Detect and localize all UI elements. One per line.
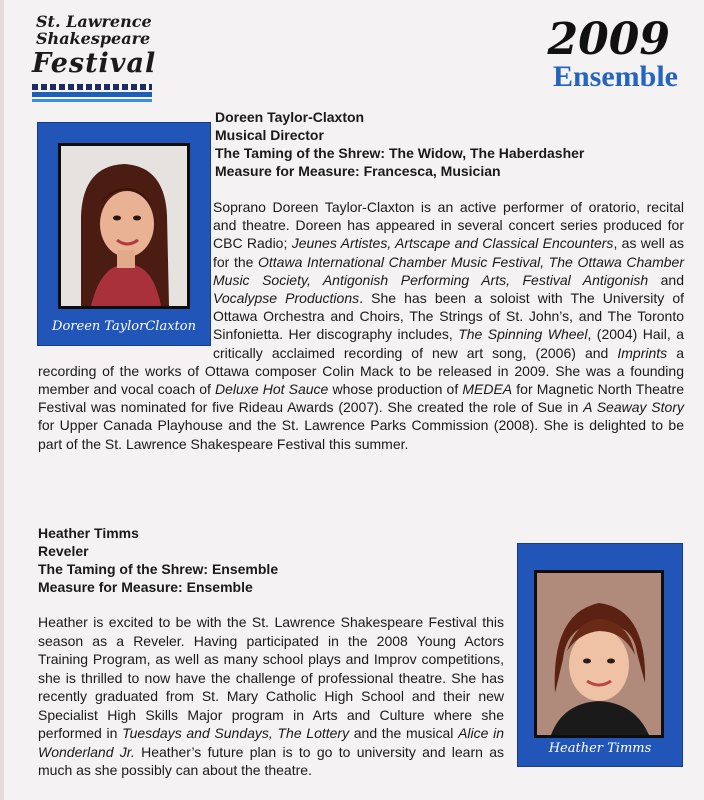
page-year: 2009	[547, 14, 670, 65]
bio-italic-title: The Spinning Wheel	[458, 326, 588, 343]
logo-water-band-2	[32, 99, 152, 102]
bio-name: Doreen Taylor-Claxton	[215, 109, 365, 125]
bio-credit: Measure for Measure: Ensemble	[38, 579, 253, 595]
bio-credit: The Taming of the Shrew: Ensemble	[38, 561, 279, 577]
photo-wrap-space	[38, 198, 213, 346]
bio-text-run: , as well as for the	[213, 235, 684, 270]
bio-role: Reveler	[38, 543, 89, 559]
portrait-photo-heather	[534, 570, 664, 738]
logo-water-band	[32, 92, 152, 97]
bio-text-run: whose production of	[328, 381, 463, 398]
bio-text-doreen	[38, 198, 684, 453]
logo-line-1: St. Lawrence	[36, 12, 152, 31]
page-section-title: Ensemble	[552, 60, 678, 93]
bio-text-run: for Magnetic North Theatre Festival was nominated for five Rideau Awards (2007). She created the role of Sue in	[38, 381, 685, 416]
logo-line-3: Festival	[32, 48, 157, 79]
bio-italic-title: Vocalypse Productions	[213, 290, 360, 307]
bio-text-run: for Upper Canada Playhouse and the St. Lawrence Parks Commission (2008). She is delighted to be part of the St. Lawrence Shakespeare Festival this summer.	[38, 417, 684, 452]
bio-header-doreen	[215, 108, 584, 180]
photo-caption-doreen: Doreen TaylorClaxton	[52, 319, 196, 334]
bio-header-heather	[38, 524, 278, 596]
bio-text-run: . She has been a soloist with The University of Ottawa Orchestra and Choirs, The Strings of St. John’s, and The Toronto Sinfonietta. Her discography includes,	[213, 290, 684, 343]
photo-caption-heather: Heather Timms	[548, 741, 652, 756]
festival-logo	[30, 14, 158, 98]
bio-italic-title: Deluxe Hot Sauce	[215, 381, 329, 398]
bio-text-run: Heather is excited to be with the St. Lawrence Shakespeare Festival this season as a Reveler. Having participated in the 2008 Young Actors Training Program, as well as many school plays and Improv competitions, she is thrilled to now have the challenge of professional theatre. She has recently graduated from St. Mary Catholic High School and their new Specialist High Skills Major program in Arts and Culture where she performed in	[38, 614, 504, 741]
bio-text-run: and the musical	[349, 725, 459, 741]
logo-star-band	[32, 84, 152, 90]
bio-text-run: and	[648, 271, 685, 288]
bio-text-run: Heather’s future plan is to go to university and learn as much as she possibly can about the theatre.	[38, 743, 504, 778]
bio-name: Heather Timms	[38, 525, 139, 541]
bio-italic-title: MEDEA	[462, 381, 513, 398]
bio-italic-title: Alice in Wonderland Jr.	[38, 725, 504, 760]
bio-role: Musical Director	[215, 127, 324, 143]
bio-text-run: Soprano Doreen Taylor-Claxton is an active performer of oratorio, recital and theatre. Doreen has appeared in several concert series produced for CBC Radio;	[213, 199, 684, 252]
bio-paragraph	[38, 613, 504, 780]
bio-italic-title: Imprints	[617, 344, 668, 361]
bio-credit: The Taming of the Shrew: The Widow, The Haberdasher	[215, 145, 585, 161]
bio-italic-title: Tuesdays and Sundays, The Lottery	[122, 725, 350, 741]
bio-italic-title: Ottawa International Chamber Music Festival, The Ottawa Chamber Music Society, Antigonish Performing Arts, Festival Antigonish	[213, 253, 684, 288]
bio-text-run: a recording of the works of Ottawa composer Colin Mack to be released in 2009. She was a founding member and vocal coach of	[38, 344, 684, 398]
bio-italic-title: A Seaway Story	[583, 399, 684, 416]
page-edge	[0, 0, 4, 800]
bio-text-heather	[38, 613, 504, 780]
bio-italic-title: Jeunes Artistes, Artscape and Classical Encounters	[291, 235, 614, 252]
bio-credit: Measure for Measure: Francesca, Musician	[215, 163, 501, 179]
photo-frame-heather	[517, 543, 683, 767]
bio-text-run: , (2004) Hail, a critically acclaimed recording of new art song, (2006) and	[213, 326, 684, 361]
logo-line-2: Shakespeare	[36, 29, 151, 48]
